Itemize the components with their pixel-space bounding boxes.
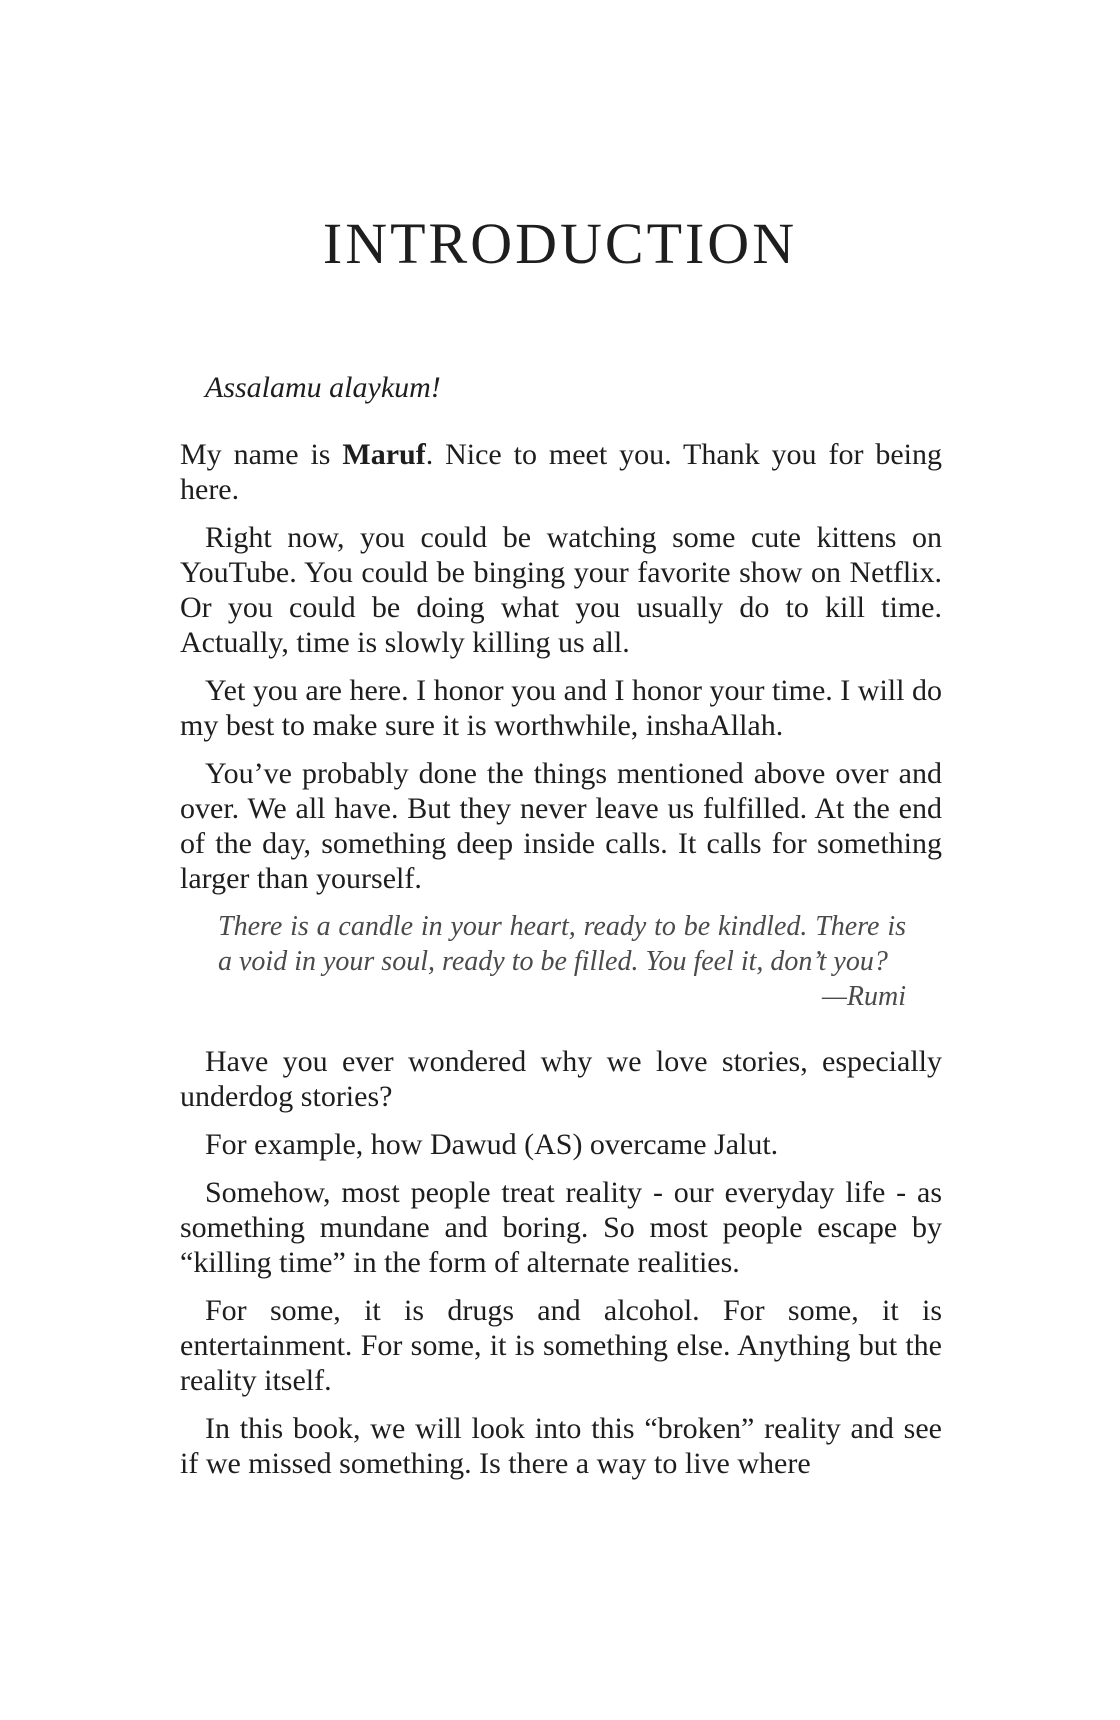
paragraph-2: Right now, you could be watching some cute kittens on YouTube. You could be binging your favorite show on Netflix. Or you could be doing what you usually do to kill time. Actually, time is slowly killing us all. [180,521,942,659]
author-name: Maruf [342,438,426,471]
paragraph-7: Somehow, most people treat reality - our everyday life - as something mundane and boring. So most people escape by “killing time” in the form of alternate realities. [180,1176,942,1279]
paragraph-8: For some, it is drugs and alcohol. For some, it is entertainment. For some, it is something else. Anything but the reality itself. [180,1294,942,1397]
quote-attribution: —Rumi [822,981,906,1012]
p1-before: My name is [180,438,343,471]
paragraph-6: For example, how Dawud (AS) overcame Jalut. [205,1128,779,1161]
paragraph-1 [180,437,942,507]
block-quote [218,909,906,1014]
paragraph-3: Yet you are here. I honor you and I honor your time. I will do my best to make sure it is worthwhile, inshaAllah. [180,674,942,742]
greeting: Assalamu alaykum! [205,371,441,404]
chapter-body [180,370,942,1494]
p1-after: . Nice to meet you. Thank you for being here. [180,438,942,506]
paragraph-5: Have you ever wondered why we love stories, especially underdog stories? [180,1045,942,1113]
chapter-title: INTRODUCTION [322,211,798,276]
quote-text: There is a candle in your heart, ready to be kindled. There is a void in your soul, ready to be filled. You feel it, don’t you? [218,911,906,977]
paragraph-9: In this book, we will look into this “broken” reality and see if we missed something. Is there a way to live where [180,1412,942,1480]
paragraph-4: You’ve probably done the things mentioned above over and over. We all have. But they never leave us fulfilled. At the end of the day, something deep inside calls. It calls for something larger than yourself. [180,757,942,895]
